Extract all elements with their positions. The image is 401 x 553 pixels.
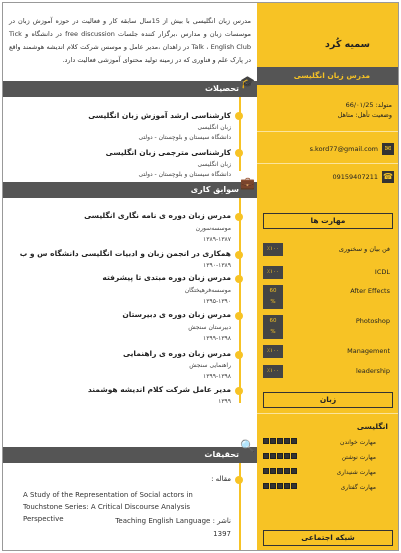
timeline-dot [235,351,243,359]
divider [257,413,398,414]
timeline-dot [235,275,243,283]
education-title: تحصیلات [204,84,239,93]
birth-date: متولد: 66/۰۱/25 [345,101,392,109]
degree-field: زبان انگلیسی [197,161,231,168]
timeline-dot [235,251,243,259]
job-years: ۱۳۹۹-۱۳۹۸ [203,373,231,380]
job-years: ۱۳۹۵-۱۳۹۰ [203,298,231,305]
research-type-label: مقاله : [211,475,231,483]
timeline-line [239,198,241,403]
level-dots [263,453,297,459]
research-title: تحقیقات [204,450,239,459]
job-role: مدرس زبان دوره ی نامه نگاری انگلیسی [84,211,231,220]
timeline-dot [235,387,243,395]
timeline-dot [235,213,243,221]
timeline-dot [235,149,243,157]
skill-label: After Effects [350,287,390,295]
job-title-bar: مدرس زبان انگلیسی [257,67,398,85]
job-role: مدیر عامل شرکت کلام اندیشه هوشمند [87,385,231,394]
skill-label: leadership [355,367,390,375]
degree-university: دانشگاه سیستان و بلوچستان - دولتی [138,134,231,141]
language-skill-row [257,437,398,449]
language-skill-row [257,467,398,479]
email-row[interactable] [257,141,398,157]
level-dots [263,483,297,489]
skill-value: ٪۱۰۰ [263,345,283,358]
job-org: راهنمایی سنجش [189,362,231,369]
briefcase-icon: 💼 [240,176,255,190]
social-heading: شبکه اجتماعی [263,530,393,546]
job-years: ۱۳۹۰-۱۳۸۹ [203,262,231,269]
divider [257,163,398,164]
phone-text: 09159407211 [332,173,378,181]
skill-row [257,241,398,257]
level-dots [263,468,297,474]
divider [257,131,398,132]
about-text: مدرس زبان انگلیسی با بیش از 15سال سابقه کار و فعالیت در حوزه آموزش زبان در موسسات زبان و مدارس ،برگزار کننده جلسات free discussion در دانشگاه و Tick Talk ، English Club در زاهدان ،مدیر عامل و موسس شرکت کلام اندیشه هوشمند واقع در پارک علم و فناوری که در زمینه تولید محتوای آموزشی فعالیت دارد. [9,17,251,64]
skill-row [257,313,398,335]
marital-status: وضعیت تأهل: متاهل [337,111,392,119]
job-org: موسسه‌سورن [195,225,231,232]
language-name: انگلیسی [356,422,388,431]
timeline-dot [235,112,243,120]
job-role: همکاری در انجمن زبان و ادبیات انگلیسی دانشگاه س و ب [19,249,231,258]
degree-title: کارشناسی مترجمی زبان انگلیسی [105,148,231,157]
skill-value: ٪۱۰۰ [263,365,283,378]
research-publisher: ناشر : Teaching English Language [115,517,231,525]
magnifier-icon: 🔍 [240,439,255,453]
job-role: مدرس زبان دوره ی دبیرستان [122,310,231,319]
job-org: دبیرستان سنجش [188,324,231,331]
skill-row [257,363,398,379]
phone-icon: ☎ [383,172,393,181]
profile-name: سمیه کُرد [325,39,370,50]
job-role: مدرس زبان دوره مبتدی تا پیشرفته [102,273,231,282]
graduation-cap-icon: 🎓 [240,75,255,89]
email-text: s.kord77@gmail.com [309,145,378,153]
skill-row [257,283,398,305]
degree-field: زبان انگلیسی [197,124,231,131]
resume-page [2,2,399,551]
skill-label: Photoshop [355,317,390,325]
language-skill-row [257,452,398,464]
sidebar [257,3,398,550]
experience-title: سوابق کاری [190,185,239,194]
skill-value: 60 % [263,285,283,309]
skill-label: فن بیان و سخنوری [338,245,390,253]
research-year: 1397 [213,530,231,538]
language-skill-label: مهارت خواندن [340,439,376,446]
degree-university: دانشگاه سیستان و بلوچستان - دولتی [138,171,231,178]
job-years: ۱۳۹۹ [218,398,231,405]
main-content [3,3,257,550]
language-skill-label: مهارت گفتاری [340,484,376,491]
level-dots [263,438,297,444]
research-heading [3,439,257,463]
skill-value: ٪۱۰۰ [263,266,283,279]
job-years: ۱۳۹۹-۱۳۹۸ [203,335,231,342]
skill-value: ٪۱۰۰ [263,243,283,256]
timeline-dot [235,476,243,484]
job-years: ۱۳۸۹-۱۳۸۷ [203,236,231,243]
language-skill-label: مهارت نوشتن [341,454,376,461]
skill-value: 60 % [263,315,283,339]
research-paper-title: A Study of the Representation of Social actors in Touchstone Series: A Critical Discourse Analysis Perspective [23,491,193,523]
skill-label: ICDL [374,268,390,276]
degree-title: کارشناسی ارشد آموزش زبان انگلیسی [88,111,231,120]
envelope-icon: ✉ [382,143,394,155]
language-skill-label: مهارت شنیداری [336,469,376,476]
language-heading: زبان [263,392,393,408]
experience-heading [3,176,257,198]
education-heading [3,75,257,97]
skill-row [257,343,398,359]
job-org: موسسه‌فرهیختگان [184,287,231,294]
job-role: مدرس زبان دوره ی راهنمایی [123,349,231,358]
skill-label: Management [347,347,390,355]
phone-row[interactable] [257,169,398,185]
language-skill-row [257,482,398,494]
skills-heading: مهارت ها [263,213,393,229]
skill-row [257,264,398,280]
timeline-dot [235,312,243,320]
